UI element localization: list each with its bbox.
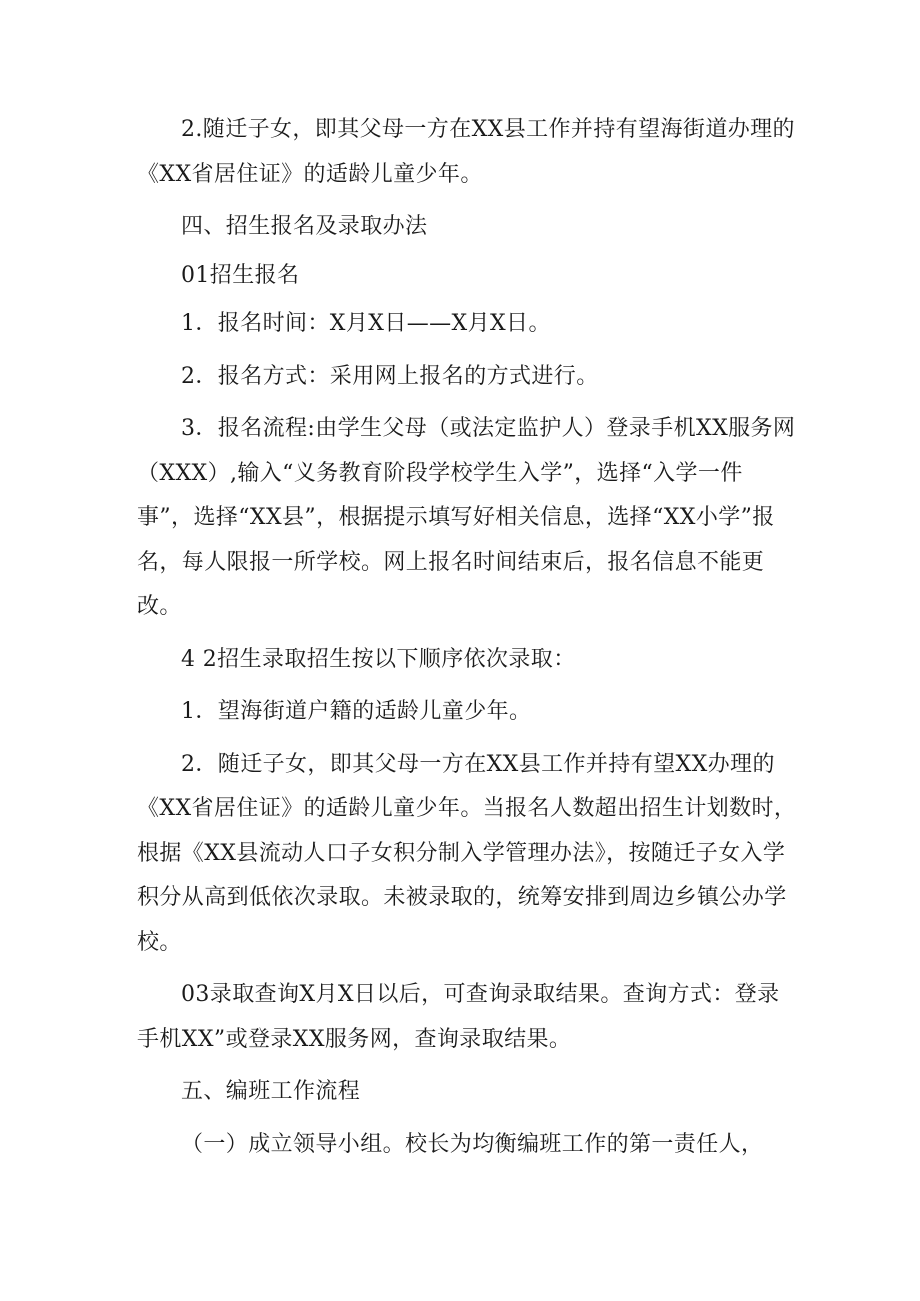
document-body <box>137 108 797 1175</box>
section-heading-class-assignment: 五、编班工作流程 <box>181 1079 361 1104</box>
subheading-admission: 4 2招生录取招生按以下顺序依次录取： <box>181 646 576 672</box>
paragraph-leadership-group: （一）成立领导小组。校长为均衡编班工作的第一责任人， <box>181 1131 764 1157</box>
paragraph-result-query: 03录取查询X月X日以后，可查询录取结果。查询方式：登录手机XX”或登录XX服务网，查询录取结果。 <box>137 982 780 1052</box>
paragraph-registration-time: 1．报名时间：X月X日——X月X日。 <box>181 311 551 336</box>
paragraph-registration-method: 2．报名方式：采用网上报名的方式进行。 <box>181 363 599 389</box>
paragraph-registration-process: 3．报名流程:由学生父母（或法定监护人）登录手机XX服务网（XXX）,输入“义务教育阶段学校学生入学”，选择“入学一件事”，选择“XX县”，根据提示填写好相关信息，选择“XX小学”报名，每人限报一所学校。网上报名时间结束后，报名信息不能更改。 <box>137 416 796 619</box>
paragraph-transfer-admission: 2．随迁子女，即其父母一方在XX县工作并持有望XX办理的《XX省居住证》的适龄儿童少年。当报名人数超出招生计划数时，根据《XX县流动人口子女积分制入学管理办法》，按随迁子女入学积分从高到低依次录取。未被录取的，统筹安排到周边乡镇公办学校。 <box>137 751 797 955</box>
paragraph-transfer-children: 2.随迁子女，即其父母一方在XX县工作并持有望海街道办理的《XX省居住证》的适龄儿童少年。 <box>137 117 795 187</box>
subheading-registration: 01招生报名 <box>181 262 300 288</box>
paragraph-local-residents: 1．望海街道户籍的适龄儿童少年。 <box>181 699 532 724</box>
section-heading-enrollment: 四、招生报名及录取办法 <box>181 214 428 239</box>
